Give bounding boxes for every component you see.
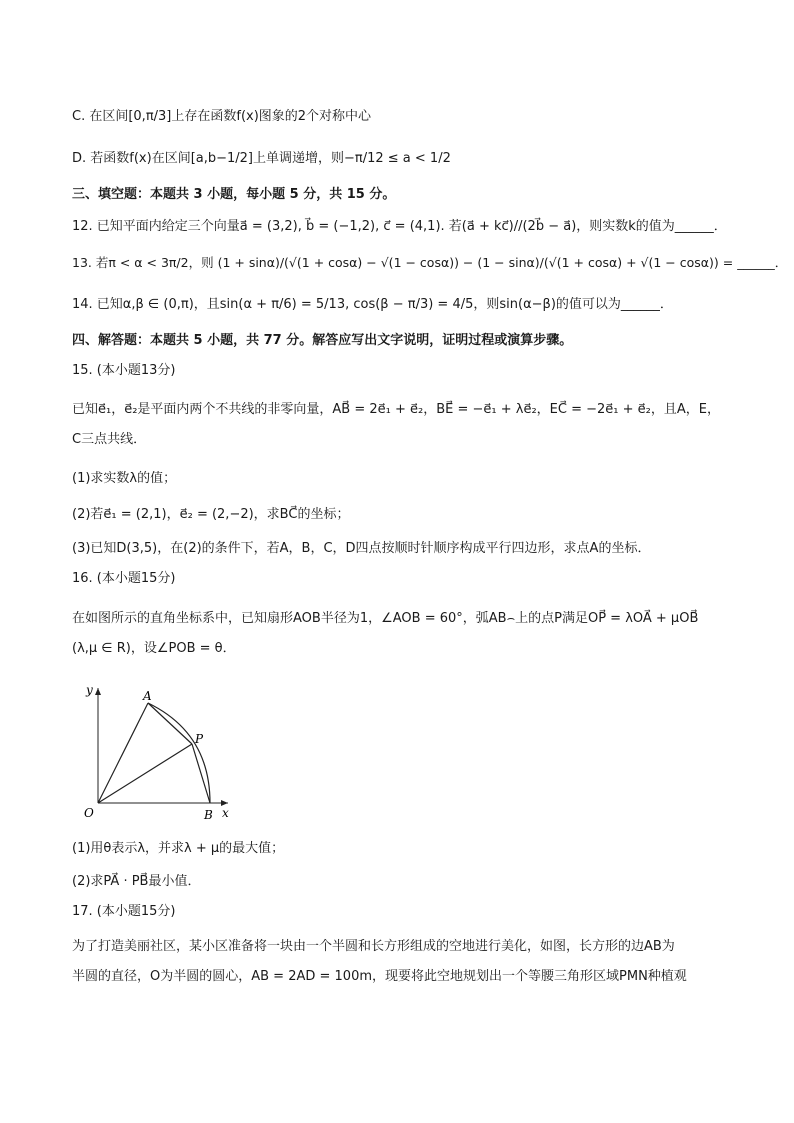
question-16-stem-line-2: (λ,μ ∈ R)，设∠POB = θ． [72, 641, 236, 656]
x-axis-label: x [222, 806, 229, 820]
point-a-label: A [143, 689, 152, 703]
question-15-stem-line-1: 已知e⃗₁，e⃗₂是平面内两个不共线的非零向量，AB⃗ = 2e⃗₁ + e⃗₂，BE⃗ = −e⃗₁ + λe⃗₂，EC⃗ = −2e⃗₁ + e⃗₂，且A，E， [72, 402, 720, 417]
question-17-stem [72, 932, 722, 992]
question-15-part-3: (3)已知D(3,5)，在(2)的条件下，若A，B，C，D四点按顺时针顺序构成平行四边形，求点A的坐标． [72, 541, 651, 556]
point-p-label: P [195, 732, 204, 746]
point-b-label: B [204, 808, 213, 822]
section-solution-heading: 四、解答题：本题共 5 小题，共 77 分。解答应写出文字说明，证明过程或演算步骤。 [72, 333, 573, 348]
arc-ab [148, 703, 210, 803]
question-15-title: 15. (本小题13分) [72, 363, 176, 378]
question-17-title: 17. (本小题15分) [72, 904, 176, 919]
question-12: 12. 已知平面内给定三个向量a⃗ = (3,2), b⃗ = (−1,2), c⃗ = (4,1). 若(a⃗ + kc⃗)//(2b⃗ − a⃗)，则实数k的值为______． [72, 219, 727, 234]
question-16-part-1: (1)用θ表示λ，并求λ + μ的最大值； [72, 841, 285, 856]
segment-ap [148, 703, 192, 744]
option-c: C. 在区间[0,π/3]上存在函数f(x)图象的2个对称中心 [72, 109, 372, 124]
option-d: D. 若函数f(x)在区间[a,b−1/2]上单调递增，则−π/12 ≤ a < 1/2 [72, 151, 451, 166]
question-17-stem-line-1: 为了打造美丽社区，某小区准备将一块由一个半圆和长方形组成的空地进行美化，如图，长方形的边AB为 [72, 939, 675, 954]
y-axis-arrow [95, 688, 101, 695]
question-15-stem-line-2: C三点共线． [72, 432, 147, 447]
y-axis-label: y [86, 683, 93, 697]
question-16-stem [72, 604, 722, 664]
question-14: 14. 已知α,β ∈ (0,π)，且sin(α + π/6) = 5/13, cos(β − π/3) = 4/5，则sin(α−β)的值可以为______． [72, 297, 673, 312]
section-fill-in-heading: 三、填空题：本题共 3 小题，每小题 5 分，共 15 分。 [72, 187, 396, 202]
sector-figure [70, 678, 245, 823]
question-15-part-1: (1)求实数λ的值； [72, 471, 177, 486]
question-16-part-2: (2)求PA⃗ · PB⃗最小值． [72, 874, 201, 889]
question-13: 13. 若π < α < 3π/2，则 (1 + sinα)/(√(1 + cosα) − √(1 − cosα)) − (1 − sinα)/(√(1 + cosα) + √(1 − cosα)) = ______． [72, 255, 788, 270]
point-o-label: O [84, 806, 94, 820]
question-16-stem-line-1: 在如图所示的直角坐标系中，已知扇形AOB半径为1，∠AOB = 60°，弧AB⌢上的点P满足OP⃗ = λOA⃗ + μOB⃗ [72, 611, 699, 626]
question-16-title: 16. (本小题15分) [72, 571, 176, 586]
question-15-part-2: (2)若e⃗₁ = (2,1)，e⃗₂ = (2,−2)，求BC⃗的坐标； [72, 507, 350, 522]
question-17-stem-line-2: 半圆的直径，O为半圆的圆心，AB = 2AD = 100m，现要将此空地规划出一个等腰三角形区域PMN种植观 [72, 969, 687, 984]
question-15-stem [72, 395, 722, 455]
